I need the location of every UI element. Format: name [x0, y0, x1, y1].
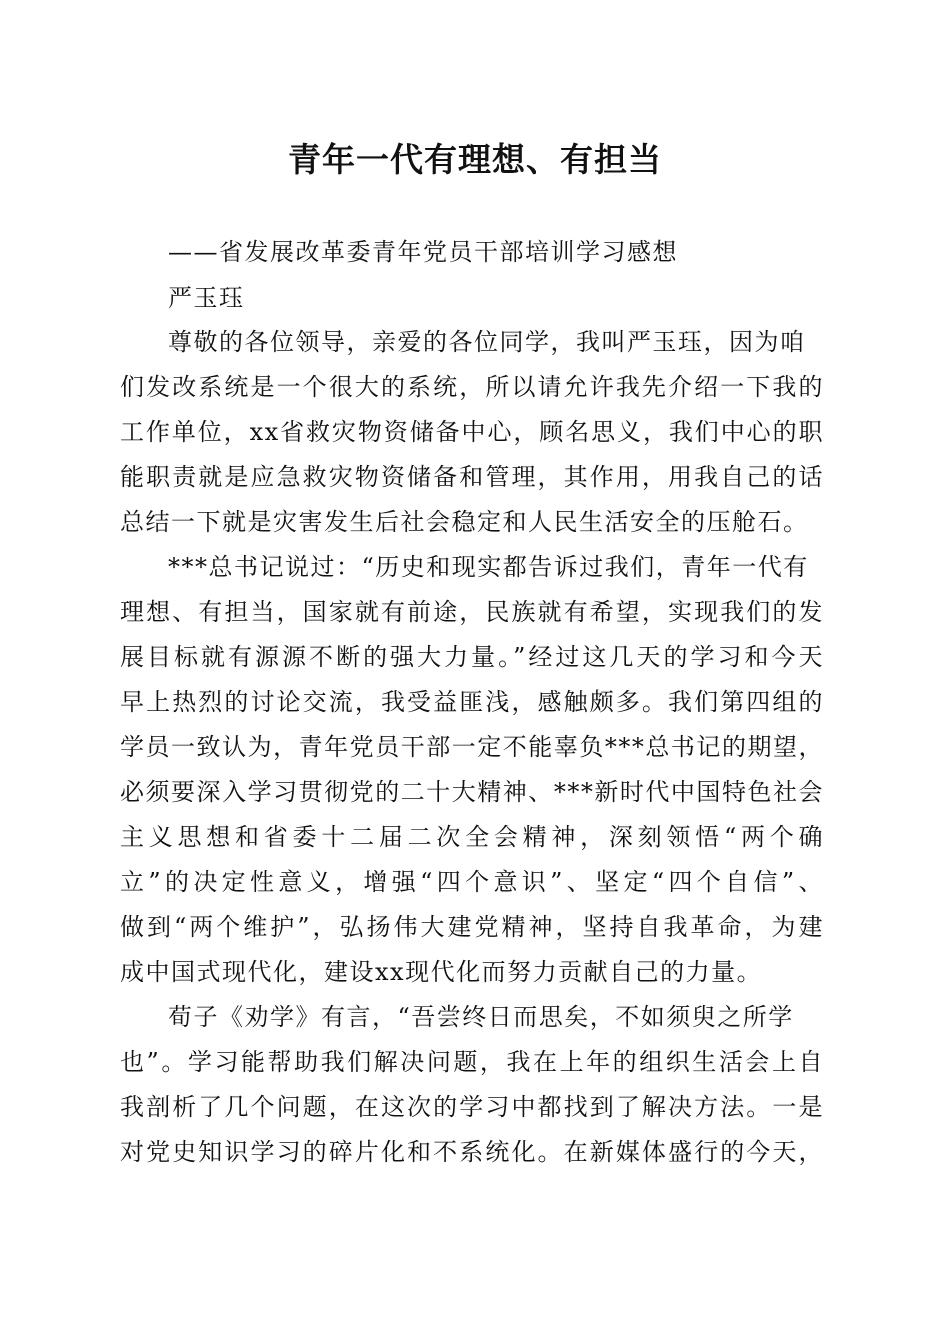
- paragraph-line: 总结一下就是灾害发生后社会稳定和人民生活安全的压舱石。: [120, 508, 809, 536]
- paragraph-line: 展目标就有源源不断的强大力量。”经过这几天的学习和今天: [120, 643, 824, 671]
- paragraph-line: 能职责就是应急救灾物资储备和管理，其作用，用我自己的话: [120, 463, 824, 491]
- paragraph-line: 学员一致认为，青年党员干部一定不能辜负***总书记的期望，: [120, 733, 824, 761]
- paragraph-line: ***总书记说过：“历史和现实都告诉过我们，青年一代有: [168, 553, 809, 581]
- paragraph-line: 对党史知识学习的碎片化和不系统化。在新媒体盛行的今天，: [120, 1138, 824, 1166]
- paragraph-line: 做到“两个维护”，弘扬伟大建党精神，坚持自我革命，为建: [120, 913, 824, 941]
- paragraph-line: 我剖析了几个问题，在这次的学习中都找到了解决方法。一是: [120, 1093, 824, 1121]
- paragraph-line: 主义思想和省委十二届二次全会精神，深刻领悟“两个确: [120, 823, 824, 851]
- paragraph-line: 尊敬的各位领导，亲爱的各位同学，我叫严玉珏，因为咱: [168, 328, 806, 356]
- paragraph-line: 必须要深入学习贯彻党的二十大精神、***新时代中国特色社会: [120, 778, 824, 806]
- document-author: 严玉珏: [168, 284, 245, 312]
- paragraph-line: 工作单位，xx省救灾物资储备中心，顾名思义，我们中心的职: [120, 418, 824, 446]
- document-title: 青年一代有理想、有担当: [288, 140, 662, 179]
- paragraph-line: 荀子《劝学》有言，“吾尝终日而思矣，不如须臾之所学: [168, 1003, 794, 1031]
- paragraph-line: 成中国式现代化，建设xx现代化而努力贡献自己的力量。: [120, 958, 763, 986]
- paragraph-line: 们发改系统是一个很大的系统，所以请允许我先介绍一下我的: [120, 373, 824, 401]
- document-subtitle: ——省发展改革委青年党员干部培训学习感想: [168, 238, 678, 266]
- paragraph-line: 早上热烈的讨论交流，我受益匪浅，感触颇多。我们第四组的: [120, 688, 824, 716]
- paragraph-line: 理想、有担当，国家就有前途，民族就有希望，实现我们的发: [120, 598, 824, 626]
- paragraph-line: 也”。学习能帮助我们解决问题，我在上年的组织生活会上自: [120, 1048, 824, 1076]
- paragraph-line: 立”的决定性意义，增强“四个意识”、坚定“四个自信”、: [120, 868, 824, 896]
